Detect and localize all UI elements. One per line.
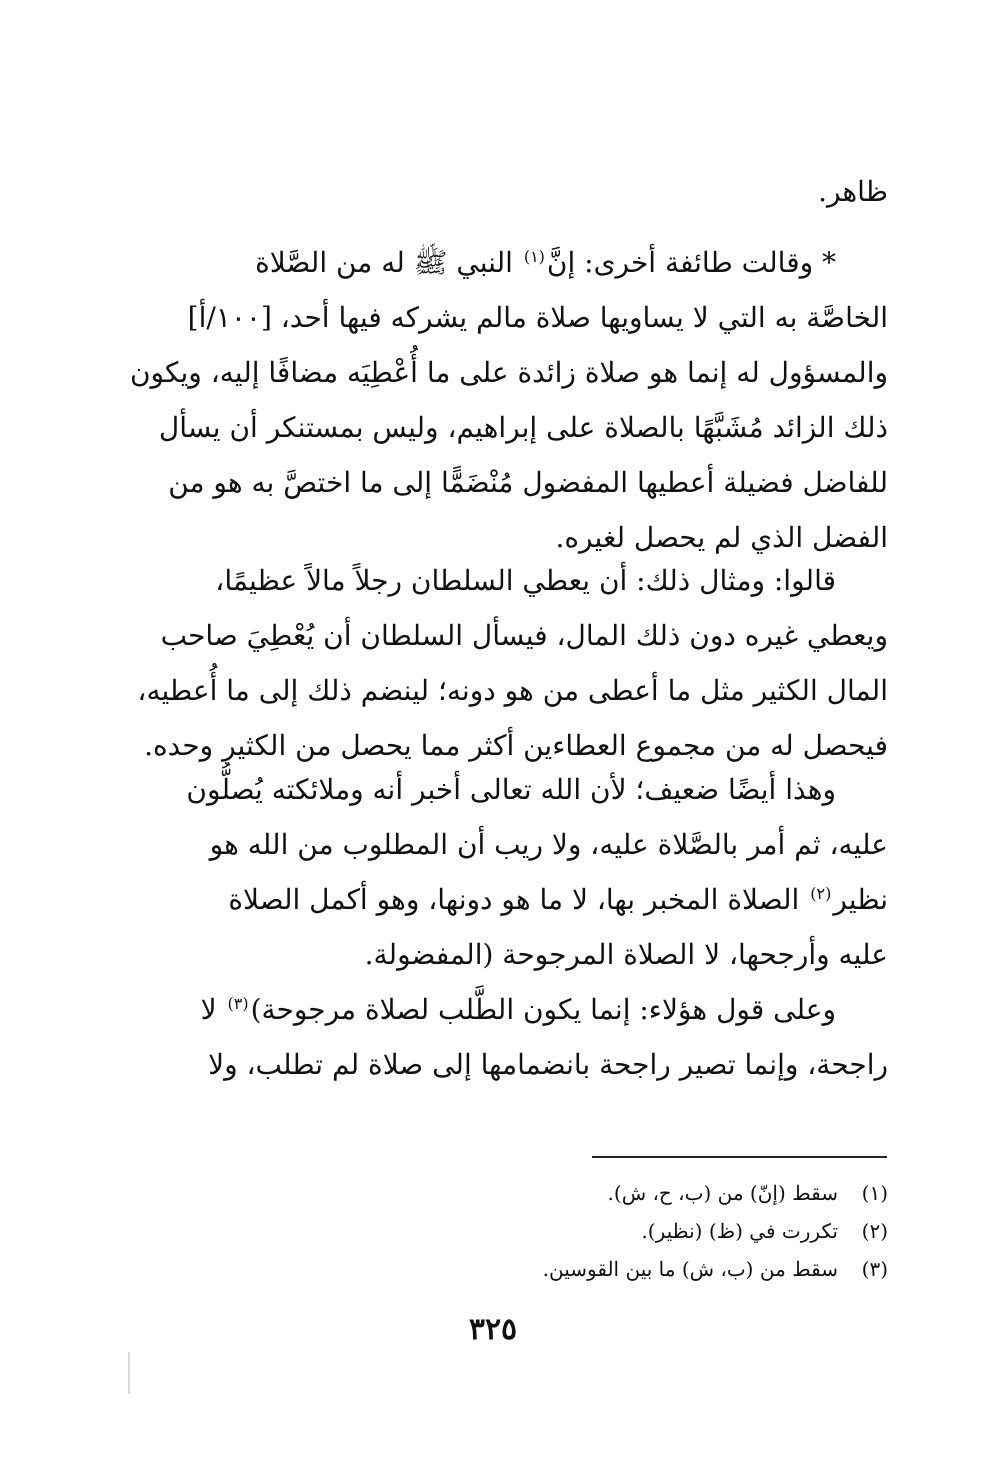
- text-fragment: لا: [200, 993, 226, 1026]
- paragraph-another-group: [118, 235, 888, 565]
- text-fragment: الصلاة المخبر بها، لا ما هو دونها، وهو أكمل الصلاة: [228, 883, 809, 916]
- footnote-text: سقط من (ب، ش) ما بين القوسين.: [542, 1257, 838, 1281]
- footnote-item: [118, 1174, 888, 1212]
- text-line: وهذا أيضًا ضعيف؛ لأن الله تعالى أخبر أنه وملائكته يُصلُّون: [186, 773, 836, 806]
- footnote-divider: [592, 1156, 887, 1158]
- paragraph-example: [118, 553, 888, 773]
- text-fragment: نظير: [833, 883, 888, 916]
- text-line: [118, 872, 888, 927]
- text-line: فيحصل له من مجموع العطاءين أكثر مما يحصل من الكثير وحده.: [144, 729, 888, 762]
- text-line: [118, 235, 888, 290]
- paragraph-closing-word: [118, 164, 888, 219]
- footnote-reference: (٢): [810, 883, 832, 903]
- text-line: المال الكثير مثل ما أعطى من هو دونه؛ لينضم ذلك إلى ما أُعطيه،: [137, 674, 888, 707]
- footnote-number: (٢): [861, 1219, 888, 1243]
- footnote-reference: (٣): [227, 993, 249, 1013]
- footnotes-section: [118, 1174, 888, 1288]
- footnote-number: (٣): [861, 1257, 888, 1281]
- text-line: ظاهر.: [818, 175, 888, 208]
- text-line: عليه، ثم أمر بالصَّلاة عليه، ولا ريب أن المطلوب من الله هو: [209, 828, 888, 861]
- text-line: ذلك الزائد مُشَبَّهًا بالصلاة على إبراهيم، وليس بمستنكر أن يسأل: [158, 411, 888, 444]
- text-line: للفاضل فضيلة أعطيها المفضول مُنْضَمًّا إلى ما اختصَّ به هو من: [168, 466, 888, 499]
- text-line: قالوا: ومثال ذلك: أن يعطي السلطان رجلاً مالاً عظيمًا،: [215, 564, 836, 597]
- text-line: راجحة، وإنما تصير راجحة بانضمامها إلى صلاة لم تطلب، ولا: [208, 1048, 888, 1081]
- text-line: [118, 982, 888, 1037]
- paragraph-their-saying: [118, 982, 888, 1092]
- footnote-text: سقط (إنّ) من (ب، ح، ش).: [607, 1181, 838, 1205]
- footnote-number: (١): [861, 1181, 888, 1205]
- text-line: والمسؤول له إنما هو صلاة زائدة على ما أُعْطِيَه مضافًا إليه، ويكون: [129, 356, 888, 389]
- text-fragment: وعلى قول هؤلاء: إنما يكون الطَّلب لصلاة مرجوحة): [250, 993, 836, 1026]
- page-number: ٣٢٥: [468, 1312, 518, 1347]
- text-line: الخاصَّة به التي لا يساويها صلاة مالم يشركه فيها أحد، [١٠٠/أ]: [187, 301, 888, 334]
- footnote-reference: (١): [523, 246, 545, 266]
- footnote-text: تكررت في (ظ) (نظير).: [641, 1219, 838, 1243]
- footnote-item: [118, 1250, 888, 1288]
- text-fragment: النبي ﷺ له من الصَّلاة: [255, 246, 522, 279]
- paragraph-weak-view: [118, 762, 888, 982]
- text-fragment: * وقالت طائفة أخرى: إنَّ: [546, 246, 836, 279]
- scan-artifact: [128, 1352, 130, 1394]
- text-line: الفضل الذي لم يحصل لغيره.: [555, 521, 888, 554]
- footnote-item: [118, 1212, 888, 1250]
- text-line: ويعطي غيره دون ذلك المال، فيسأل السلطان أن يُعْطِيَ صاحب: [160, 619, 888, 652]
- text-line: عليه وأرجحها، لا الصلاة المرجوحة (المفضولة.: [364, 938, 888, 971]
